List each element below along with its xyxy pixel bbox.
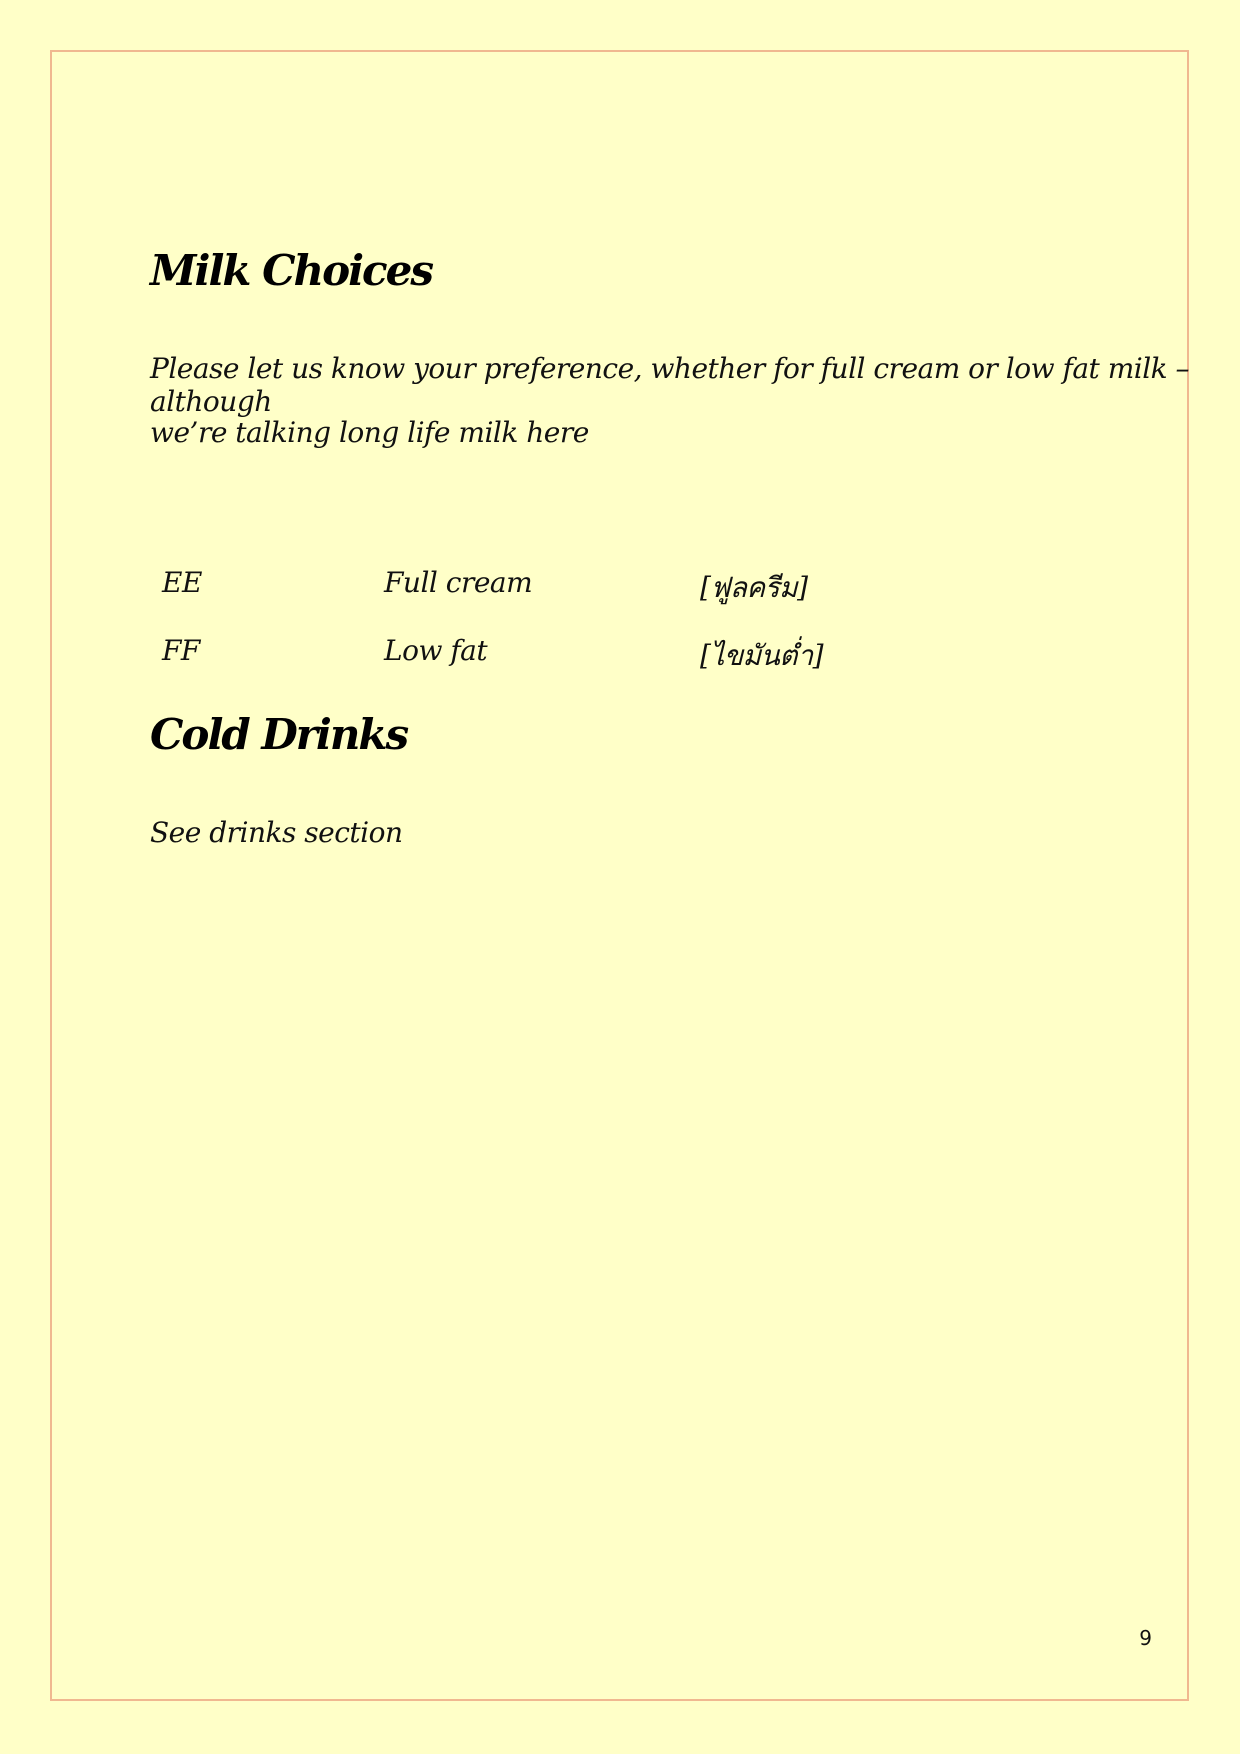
milk-choices-intro-line-2: we’re talking long life milk here [150,416,589,449]
milk-option-name: Low fat [384,634,488,667]
page-number: 9 [1139,1626,1152,1650]
milk-choices-heading: Milk Choices [150,246,432,295]
milk-option-thai: [ฟูลครีม] [700,571,808,604]
milk-option-thai: [ไขมันต่ำ] [700,639,824,672]
milk-option-name: Full cream [384,566,533,599]
milk-choices-intro-line-1: Please let us know your preference, whether for full cream or low fat milk – although [150,352,1190,418]
cold-drinks-heading: Cold Drinks [150,710,408,759]
page-border [50,50,1189,1701]
milk-option-code: FF [162,634,200,667]
cold-drinks-text: See drinks section [150,816,403,849]
milk-option-code: EE [162,566,202,599]
